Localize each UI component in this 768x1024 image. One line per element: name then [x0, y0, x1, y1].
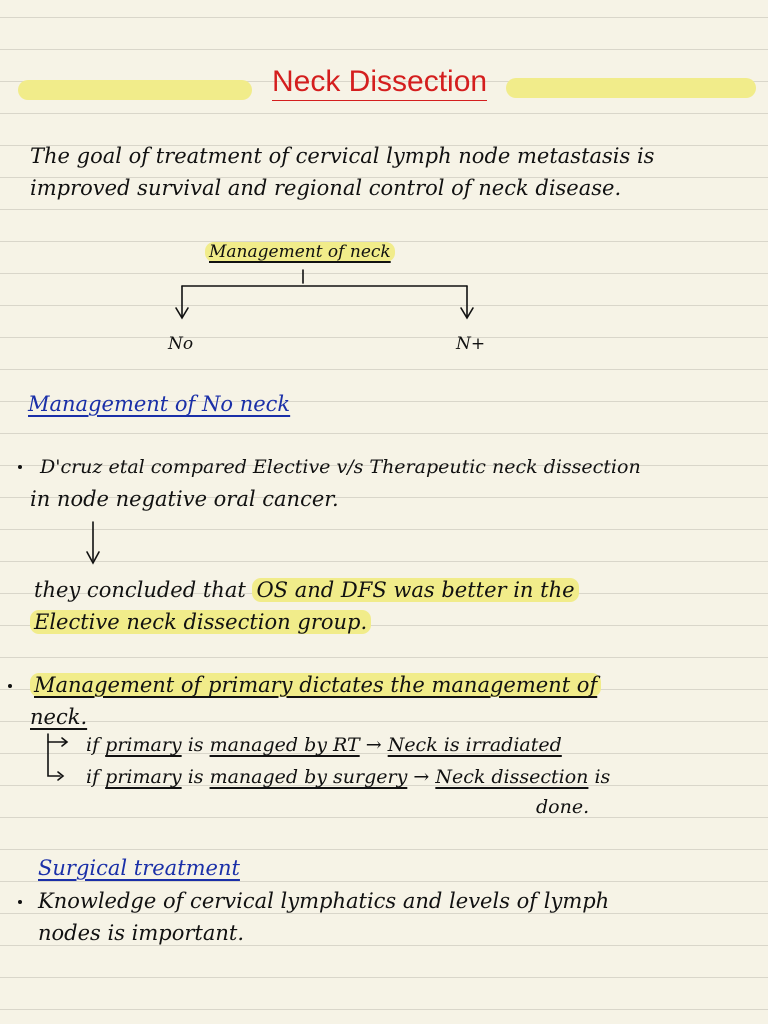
section1-bullet2-line-2: neck.	[30, 705, 88, 729]
section1-heading: Management of No neck	[28, 392, 291, 416]
bullet2-highlight: Management of primary dictates the management of	[30, 673, 601, 697]
sub-item-2	[86, 763, 610, 791]
sub2-primary: primary	[105, 766, 182, 788]
sub2-tail: is	[594, 766, 611, 788]
sub2-arrow: →	[413, 766, 430, 788]
sub-bracket-icon	[48, 734, 60, 776]
conclusion-line-1	[34, 576, 579, 604]
page-title: Neck Dissection	[272, 64, 487, 101]
tree-right-node: N+	[456, 334, 486, 354]
sub-item-1	[86, 731, 562, 759]
section2-bullet-line-2: nodes is important.	[38, 921, 245, 945]
sub2-managed: managed by surgery	[209, 766, 408, 788]
sub2-done: done.	[536, 796, 590, 818]
tree-left-node: No	[168, 334, 194, 354]
section2-heading: Surgical treatment	[38, 856, 240, 880]
section1-bullet-line-1: D'cruz etal compared Elective v/s Therapeutic neck dissection	[40, 456, 641, 478]
sub2-is: is	[187, 766, 204, 788]
section1-bullet-line-2: in node negative oral cancer.	[30, 487, 339, 511]
bullet-dot	[8, 684, 12, 688]
sub2-if: if	[86, 766, 100, 788]
bullet-dot	[18, 900, 22, 904]
sub1-arrow: →	[365, 734, 382, 756]
sub2-result: Neck dissection	[435, 766, 589, 788]
sub1-if: if	[86, 734, 100, 756]
conclusion-prefix: they concluded that	[34, 578, 246, 602]
section2-bullet-line-1: Knowledge of cervical lymphatics and levels of lymph	[38, 889, 610, 913]
intro-line-1: The goal of treatment of cervical lymph node metastasis is	[30, 144, 655, 168]
sub1-is: is	[187, 734, 204, 756]
sub1-managed: managed by RT	[209, 734, 360, 756]
intro-line-2: improved survival and regional control of neck disease.	[30, 176, 622, 200]
section1-bullet2-line-1	[30, 671, 601, 699]
sub1-result: Neck is irradiated	[387, 734, 562, 756]
tree-root-label: Management of neck	[205, 242, 395, 262]
bullet-dot	[18, 465, 22, 469]
conclusion-highlight-2: Elective neck dissection group.	[30, 610, 371, 634]
conclusion-line-2	[30, 608, 371, 636]
sub1-primary: primary	[105, 734, 182, 756]
conclusion-highlight-1: OS and DFS was better in the	[252, 578, 578, 602]
